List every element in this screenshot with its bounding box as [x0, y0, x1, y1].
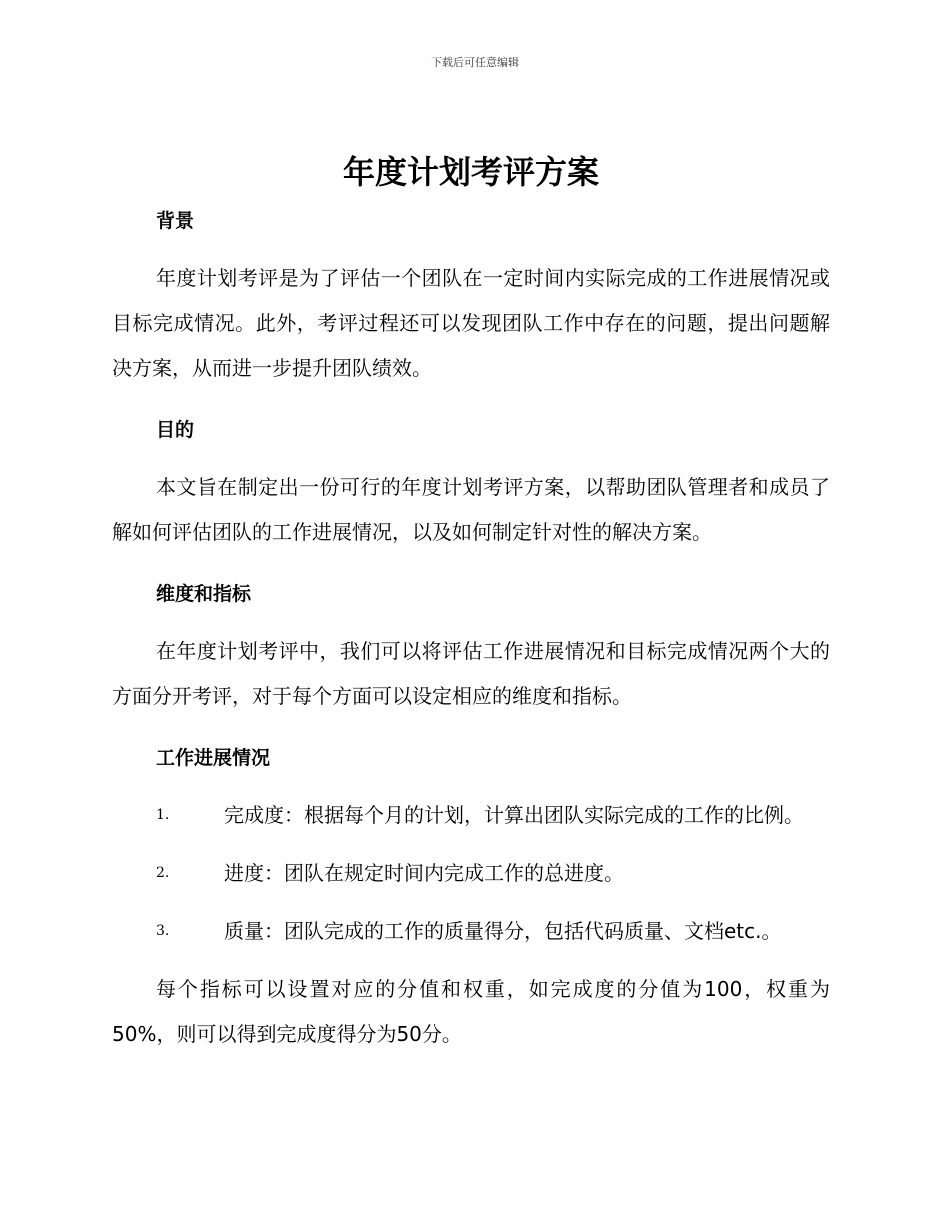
list-item [112, 851, 830, 896]
section-heading-progress: 工作进展情况 [156, 747, 271, 769]
list-item-number: 2. [156, 865, 170, 881]
list-item [112, 909, 830, 954]
section-heading-background: 背景 [156, 210, 195, 232]
document-body [112, 146, 830, 1073]
list-item-text: 完成度：根据每个月的计划，计算出团队实际完成的工作的比例。 [224, 803, 804, 827]
list-item-text: 进度：团队在规定时间内完成工作的总进度。 [224, 861, 624, 885]
list-item-text: 质量：团队完成的工作的质量得分，包括代码质量、文档etc.。 [224, 919, 782, 943]
paragraph-scoring: 每个指标可以设置对应的分值和权重，如完成度的分值为100，权重为50%，则可以得到完成度得分为50分。 [112, 977, 830, 1046]
paragraph-purpose: 本文旨在制定出一份可行的年度计划考评方案，以帮助团队管理者和成员了解如何评估团队的工作进展情况，以及如何制定针对性的解决方案。 [112, 475, 830, 544]
section-heading-dimensions: 维度和指标 [156, 583, 252, 605]
list-item [112, 793, 830, 838]
list-item-number: 1. [156, 807, 170, 823]
document-title: 年度计划考评方案 [342, 153, 599, 191]
page-header-note: 下载后可任意编辑 [431, 56, 519, 69]
paragraph-dimensions: 在年度计划考评中，我们可以将评估工作进展情况和目标完成情况两个大的方面分开考评，对于每个方面可以设定相应的维度和指标。 [112, 639, 830, 708]
section-heading-purpose: 目的 [156, 419, 195, 441]
paragraph-background: 年度计划考评是为了评估一个团队在一定时间内实际完成的工作进展情况或目标完成情况。此外，考评过程还可以发现团队工作中存在的问题，提出问题解决方案，从而进一步提升团队绩效。 [112, 266, 830, 380]
list-item-number: 3. [156, 923, 170, 939]
